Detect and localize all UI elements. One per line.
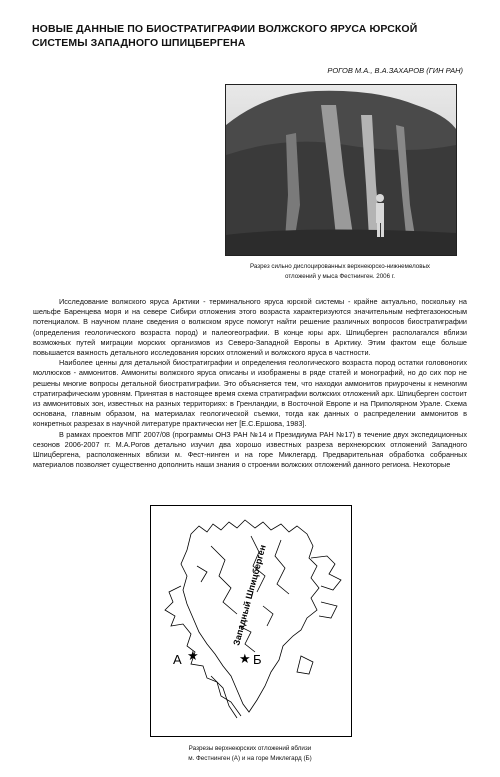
article-body — [33, 297, 467, 470]
site-b-star-icon: ★ — [239, 651, 251, 666]
map-caption-line2: м. Фестнинген (А) и на горе Миклегард (Б) — [188, 755, 312, 762]
outcrop-photo — [225, 84, 457, 256]
map-caption — [150, 744, 350, 764]
site-a-star-icon: ★ — [187, 648, 199, 663]
authors: РОГОВ М.А., В.А.ЗАХАРОВ (ГИН РАН) — [327, 66, 463, 75]
site-a-label: А — [173, 652, 182, 667]
island-label: Западный Шпицберген — [231, 543, 268, 647]
svalbard-map — [150, 505, 352, 737]
paragraph: В рамках проектов МПГ 2007/08 (программы ОНЗ РАН №14 и Президиума РАН №17) в течение двух экспедиционных сезонов 2006-2007 гг. М.А.Рогов детально изучил два хорошо известных разреза верхнеюрских отложений Западного Шпицбергена, расположенных вблизи м. Фест-нинген и на горе Миклегард. Предварительная обработка собранных материалов позволяет существенно дополнить наши знания о строении волжских отложений данного региона. Некоторые — [33, 429, 467, 470]
photo-caption — [225, 262, 455, 282]
paragraph: Наиболее ценны для детальной биостратиграфии и определения геологического возраста пород остатки головоногих моллюсков - аммонитов. Аммониты волжского яруса описаны и изображены в ряде статей и монографий, но до сих пор не решены многие вопросы детальной биостратиграфии. Это объясняется тем, что находки аммонитов приурочены к немногим стратиграфическим уровням. Принятая в настоящее время схема стратиграфии волжских отложений арх. Шпицберген состоит из аммонитовых зон, известных на разных территориях: в Гренландии, в Восточной Европе и на Приполярном Урале. Схема основана, главным образом, на материалах геологической съемки, тогда как данных о распределении аммонитов в конкретных разрезах в научной литературе практически нет [Е.С.Ершова, 1983]. — [33, 358, 467, 429]
photo-caption-line2: отложений у мыса Фестнинген. 2006 г. — [285, 273, 395, 280]
photo-caption-line1: Разрез сильно дислоцированных верхнеюрско-нижнемеловых — [249, 263, 431, 270]
map-drawing — [151, 506, 351, 736]
map-caption-line1: Разрезы верхнеюрских отложений вблизи — [188, 745, 312, 752]
article-title: НОВЫЕ ДАННЫЕ ПО БИОСТРАТИГРАФИИ ВОЛЖСКОГО ЯРУСА ЮРСКОЙ СИСТЕМЫ ЗАПАДНОГО ШПИЦБЕРГЕНА — [32, 23, 418, 49]
site-b-label: Б — [253, 652, 262, 667]
paragraph: Исследование волжского яруса Арктики - терминального яруса юрской системы - крайне актуально, поскольку на шельфе Баренцева моря и на севере Сибири отложения этого возраста характеризуются значительным нефтегазоносным потенциалом. В научном плане сведения о волжском ярусе помогут найти решение различных вопросов биостратиграфии (определения геологического возраста пород) и палеогеографии. В конце юры арх. Шпицберген располагался вблизи возможных путей миграции морских организмов из Северо-Западной Европы в Арктику. Этим фактом еще больше повышается важность детального исследования юрских отложений и волжского яруса в частности. — [33, 297, 467, 358]
